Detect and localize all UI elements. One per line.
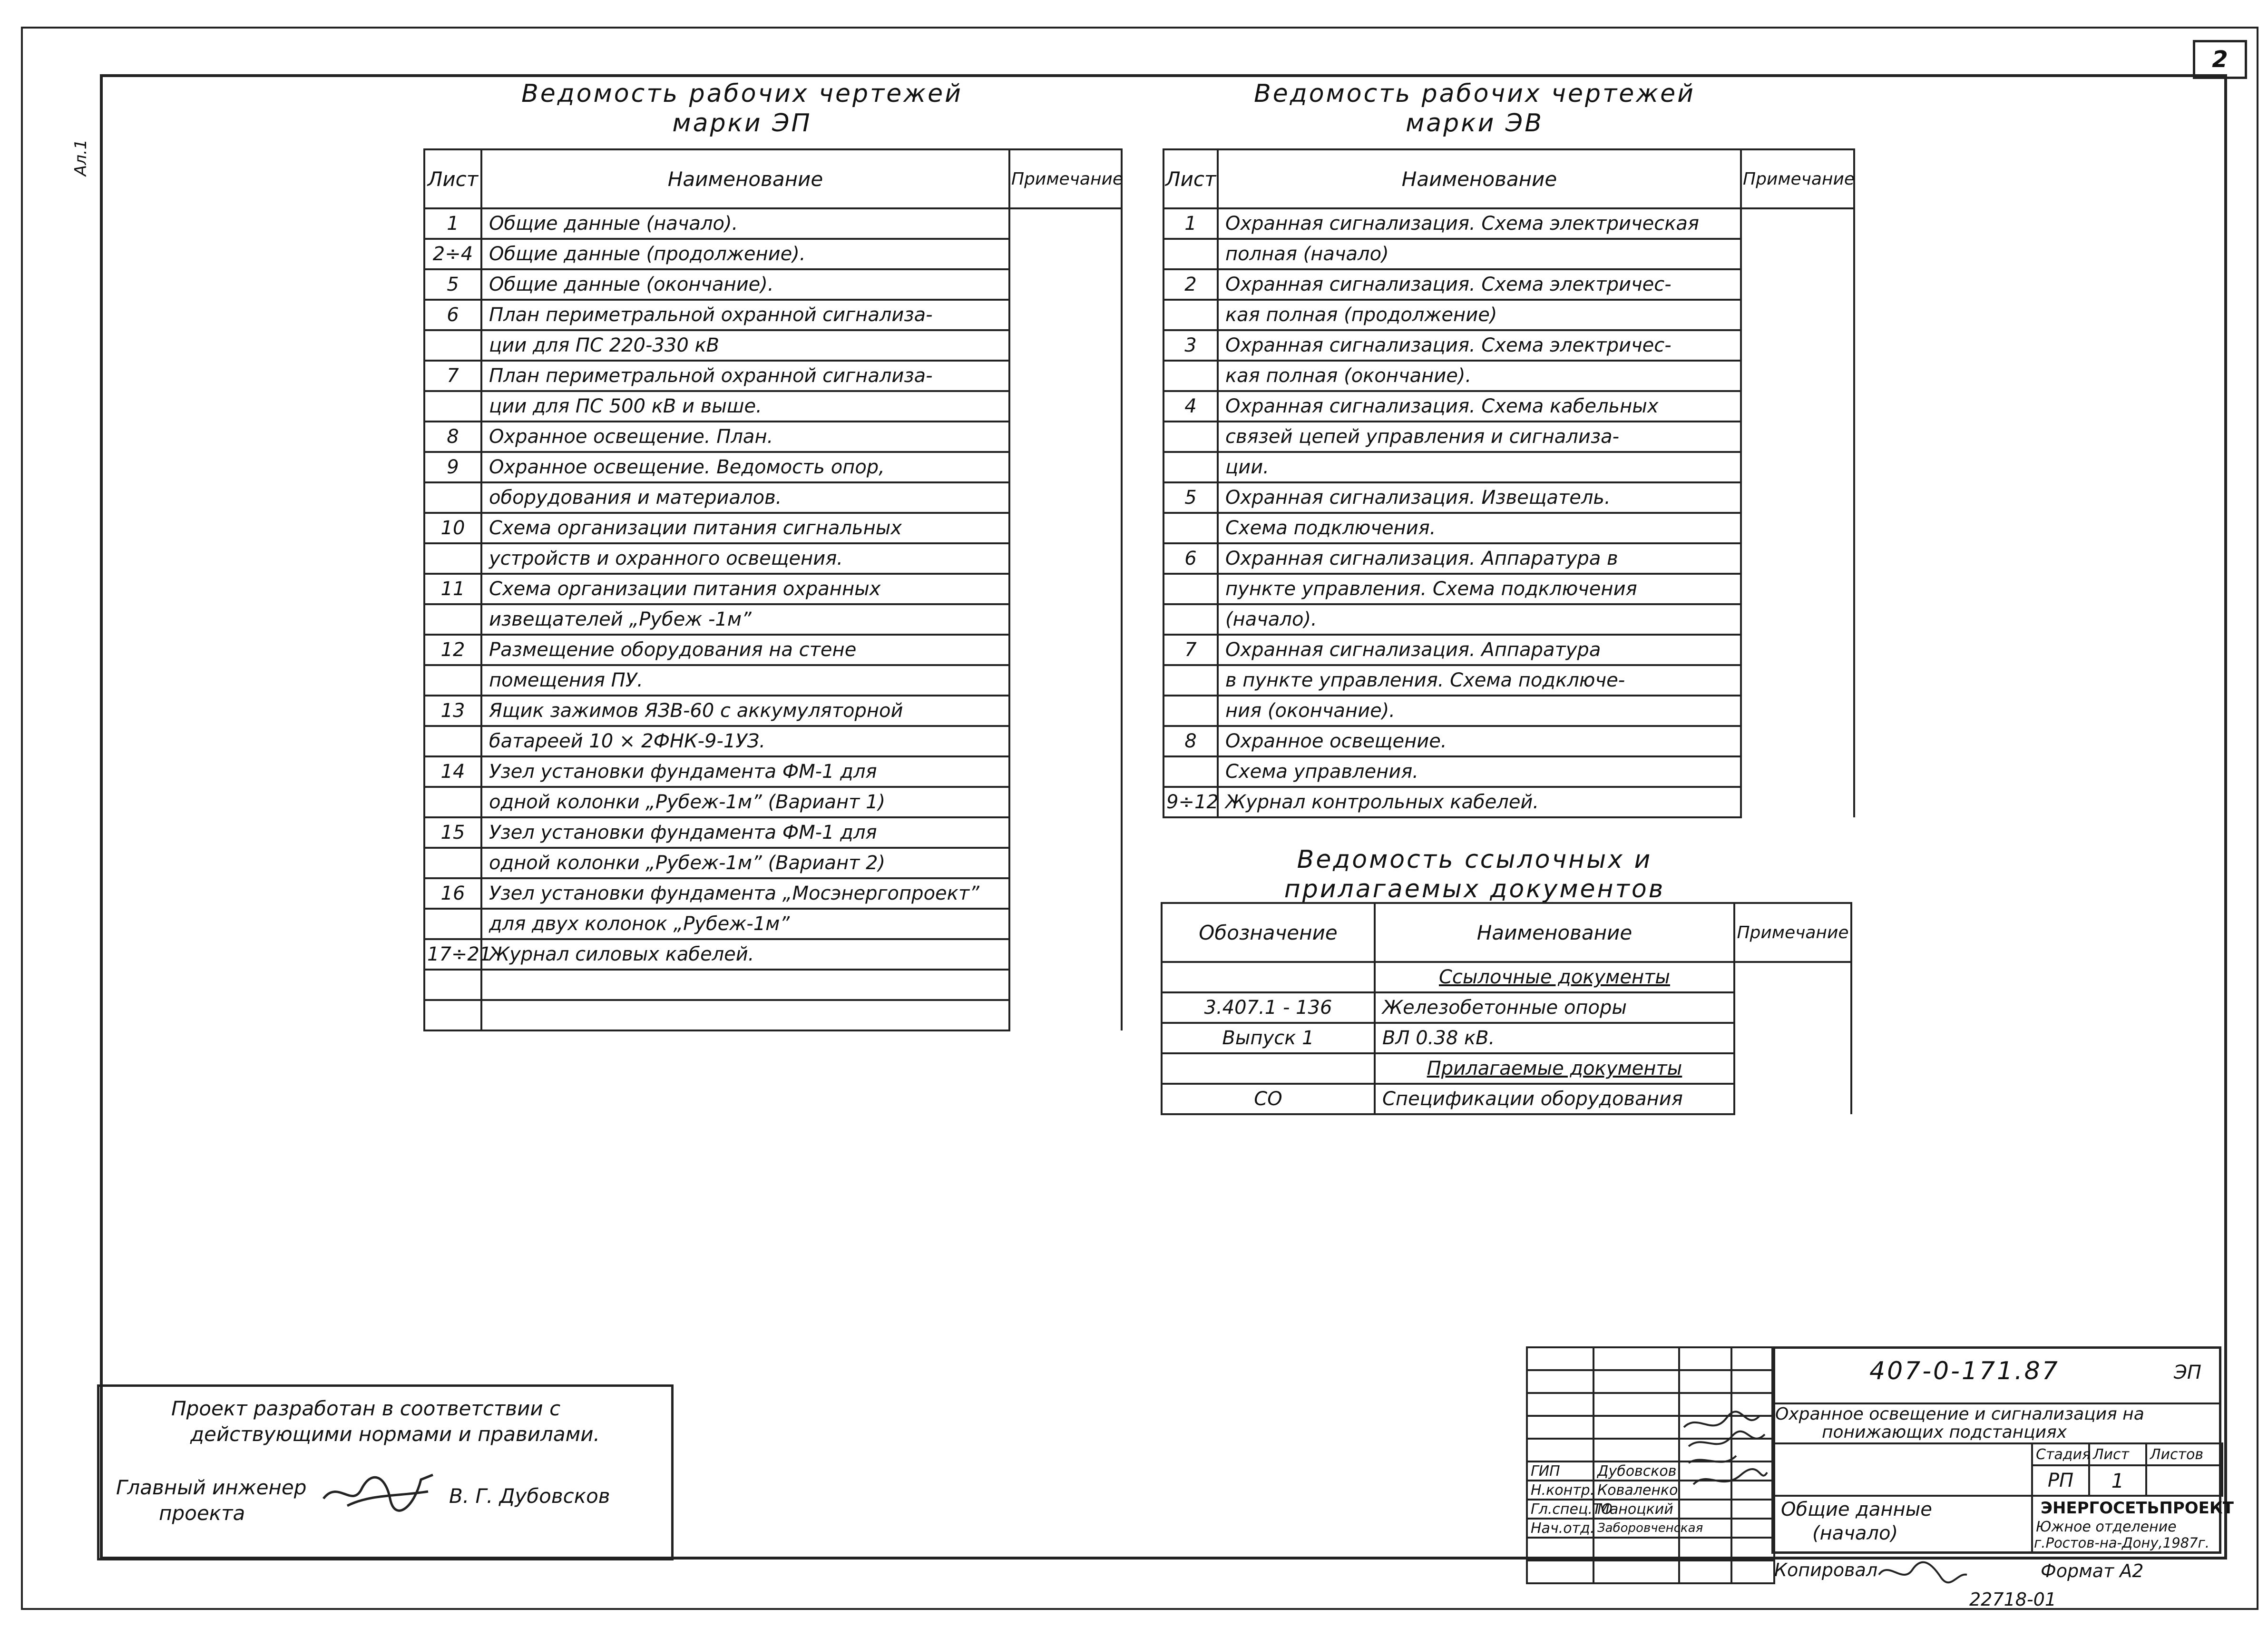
note-cell — [1741, 422, 1854, 452]
note-cell — [1009, 909, 1122, 939]
note-cell — [1741, 269, 1854, 300]
sheet-number-cell: 2÷4 — [424, 239, 481, 269]
table-row — [424, 300, 1122, 330]
sheet-name-cell: Схема подключения. — [1218, 513, 1741, 543]
refs-title — [1189, 845, 1760, 904]
table-row — [424, 269, 1122, 300]
note-cell — [1009, 391, 1122, 422]
note-cell — [1741, 543, 1854, 574]
sheet-number-cell: 5 — [424, 269, 481, 300]
sheet-name-cell: связей цепей управления и сигнализа- — [1218, 422, 1741, 452]
sheet-name-cell: План периметральной охранной сигнализа- — [481, 300, 1009, 330]
sheet-number-cell: 8 — [424, 422, 481, 452]
sheet-name-cell: Охранное освещение. — [1218, 726, 1741, 756]
refs-table — [1161, 902, 1852, 1115]
sheet-name-cell: ции для ПС 500 кВ и выше. — [481, 391, 1009, 422]
note-cell — [1741, 208, 1854, 239]
ep-title-line2: марки ЭП — [672, 109, 812, 137]
col-header-name: Наименование — [1218, 149, 1741, 208]
sheet-name-cell: помещения ПУ. — [481, 665, 1009, 696]
sheet-name-cell — [481, 1000, 1009, 1030]
note-cell — [1734, 1053, 1851, 1084]
table-row — [1163, 726, 1854, 756]
sheet-number-cell: 17÷21 — [424, 939, 481, 970]
sheet-name-cell: оборудования и материалов. — [481, 482, 1009, 513]
note-cell — [1741, 482, 1854, 513]
sheet-number-cell — [1163, 756, 1218, 787]
table-row — [1162, 992, 1851, 1023]
doc-code-cell: СО — [1162, 1084, 1375, 1114]
sheet-number-cell: 5 — [1163, 482, 1218, 513]
sheet-number-cell — [424, 848, 481, 878]
note-cell — [1009, 756, 1122, 787]
sheet-number-cell: 11 — [424, 574, 481, 604]
note-cell — [1734, 962, 1851, 992]
note-cell — [1741, 239, 1854, 269]
table-row — [424, 482, 1122, 513]
stamp-mark: ЭП — [2174, 1362, 2202, 1383]
note-cell — [1009, 604, 1122, 635]
note-cell — [1009, 513, 1122, 543]
stamp-sheet-title-line1: Общие данные — [1781, 1499, 1932, 1520]
note-cell — [1009, 422, 1122, 452]
sheet-name-cell: кая полная (продолжение) — [1218, 300, 1741, 330]
sheet-name-cell: Ящик зажимов ЯЗВ-60 с аккумуляторной — [481, 696, 1009, 726]
ep-title-line1: Ведомость рабочих чертежей — [521, 79, 963, 108]
sheet-name-cell: Узел установки фундамента ФМ-1 для — [481, 756, 1009, 787]
table-row — [424, 817, 1122, 848]
table-row — [1163, 482, 1854, 513]
table-row — [424, 726, 1122, 756]
table-row — [424, 543, 1122, 574]
sheet-number-cell: 4 — [1163, 391, 1218, 422]
stamp-role-row — [1527, 1519, 1774, 1538]
note-cell — [1741, 665, 1854, 696]
sheet-name-cell: батареей 10 × 2ФНК-9-1УЗ. — [481, 726, 1009, 756]
sheet-number-cell: 10 — [424, 513, 481, 543]
note-cell — [1009, 452, 1122, 482]
note-cell — [1734, 1023, 1851, 1053]
sheet-number-cell — [424, 604, 481, 635]
sheet-number-cell — [1163, 665, 1218, 696]
sheet-number-cell — [424, 330, 481, 361]
table-row — [424, 848, 1122, 878]
table-row — [424, 452, 1122, 482]
col-header-sheet: Лист — [1163, 149, 1218, 208]
stage-value: РП — [2032, 1465, 2089, 1496]
section-heading: Ссылочные документы — [1375, 962, 1734, 992]
sheet-number-cell — [424, 391, 481, 422]
table-row — [1163, 300, 1854, 330]
sheet-name-cell: Узел установки фундамента ФМ-1 для — [481, 817, 1009, 848]
note-cell — [1741, 635, 1854, 665]
col-stage: Стадия — [2032, 1443, 2089, 1465]
table-row — [1163, 574, 1854, 604]
sheet-name-cell: Узел установки фундамента „Мосэнергопроект” — [481, 878, 1009, 909]
note-cell — [1009, 574, 1122, 604]
doc-code-cell — [1162, 1053, 1375, 1084]
sheet-number-cell: 2 — [1163, 269, 1218, 300]
sheet-name-cell: Общие данные (начало). — [481, 208, 1009, 239]
sheets-value — [2146, 1465, 2222, 1496]
note-cell — [1741, 787, 1854, 817]
sheet-number-cell — [1163, 300, 1218, 330]
chief-engineer-signature — [319, 1465, 438, 1522]
sheet-name-cell: Охранное освещение. План. — [481, 422, 1009, 452]
table-row — [1163, 391, 1854, 422]
table-row — [424, 361, 1122, 391]
sheet-number-cell — [1163, 574, 1218, 604]
sheet-name-cell: Общие данные (продолжение). — [481, 239, 1009, 269]
section-row — [1162, 1053, 1851, 1084]
sheet-number-cell: 6 — [1163, 543, 1218, 574]
ev-drawings-table — [1163, 148, 1855, 818]
sheet-name-cell: полная (начало) — [1218, 239, 1741, 269]
note-cell — [1009, 361, 1122, 391]
table-row — [1163, 543, 1854, 574]
table-row — [1163, 696, 1854, 726]
sheet-number-cell: 13 — [424, 696, 481, 726]
stamp-doc-code: 407-0-171.87 — [1869, 1357, 2060, 1385]
table-row — [424, 696, 1122, 726]
sheet-name-cell: Размещение оборудования на стене — [481, 635, 1009, 665]
refs-title-line2: прилагаемых документов — [1284, 875, 1665, 903]
sheet-number-cell: 16 — [424, 878, 481, 909]
note-cell — [1734, 992, 1851, 1023]
sheet-number-cell: 3 — [1163, 330, 1218, 361]
sheet-name-cell: в пункте управления. Схема подключе- — [1218, 665, 1741, 696]
sheet-name-cell: ции. — [1218, 452, 1741, 482]
table-row — [1163, 239, 1854, 269]
doc-code-cell: 3.407.1 - 136 — [1162, 992, 1375, 1023]
sheet-number-cell: 14 — [424, 756, 481, 787]
note-cell — [1009, 970, 1122, 1000]
sheet-name-cell: извещателей „Рубеж -1м” — [481, 604, 1009, 635]
sheet-name-cell: Охранная сигнализация. Аппаратура — [1218, 635, 1741, 665]
sheet-number-cell — [1163, 604, 1218, 635]
stamp-org-line1: ЭНЕРГОСЕТЬПРОЕКТ — [2041, 1499, 2234, 1518]
note-cell — [1009, 300, 1122, 330]
sheet-name-cell: Охранная сигнализация. Схема электричес- — [1218, 330, 1741, 361]
refs-table-body — [1162, 962, 1851, 1114]
note-cell — [1009, 726, 1122, 756]
table-row — [424, 1000, 1122, 1030]
ep-drawings-table — [423, 148, 1123, 1031]
table-row — [424, 756, 1122, 787]
note-cell — [1741, 513, 1854, 543]
sheet-number-cell — [424, 543, 481, 574]
sheet-number-cell — [424, 970, 481, 1000]
note-cell — [1741, 361, 1854, 391]
note-cell — [1009, 239, 1122, 269]
stamp-bottom-divider — [2031, 1495, 2033, 1554]
table-row — [1163, 787, 1854, 817]
table-header-row — [424, 149, 1122, 208]
sheet-name-cell: Охранная сигнализация. Извещатель. — [1218, 482, 1741, 513]
sheet-name-cell — [481, 970, 1009, 1000]
note-cell — [1009, 269, 1122, 300]
stamp-role: Гл.спец.ТО — [1527, 1500, 1593, 1519]
table-row — [424, 208, 1122, 239]
sheet-number-cell — [424, 726, 481, 756]
ev-table-body — [1163, 208, 1854, 817]
page-number: 2 — [2212, 46, 2228, 73]
sheet-number-cell: 9÷12 — [1163, 787, 1218, 817]
refs-title-line1: Ведомость ссылочных и — [1297, 845, 1652, 874]
ev-list-title — [1161, 79, 1789, 138]
note-cell — [1734, 1084, 1851, 1114]
table-row — [1162, 1084, 1851, 1114]
stamp-project-line2: понижающих подстанциях — [1822, 1422, 2067, 1442]
note-line2: действующими нормами и правилами. — [190, 1422, 600, 1446]
note-cell — [1009, 848, 1122, 878]
table-row — [1163, 452, 1854, 482]
table-row — [1163, 604, 1854, 635]
sheet-value: 1 — [2089, 1465, 2146, 1496]
stamp-role: ГИП — [1527, 1461, 1593, 1481]
sheet-number-cell: 9 — [424, 452, 481, 482]
note-cell — [1741, 391, 1854, 422]
stamp-org-line2: Южное отделение — [2036, 1519, 2177, 1535]
sheet-number-cell — [1163, 422, 1218, 452]
col-sheet: Лист — [2089, 1443, 2146, 1465]
table-row — [1163, 756, 1854, 787]
stamp-person: Маноцкий — [1593, 1500, 1679, 1519]
stamp-project-line1: Охранное освещение и сигнализация на — [1775, 1404, 2144, 1424]
table-row — [1162, 1023, 1851, 1053]
sheet-name-cell: Схема управления. — [1218, 756, 1741, 787]
col-header-note: Примечание — [1741, 149, 1854, 208]
ev-title-line1: Ведомость рабочих чертежей — [1254, 79, 1695, 108]
table-row — [1163, 208, 1854, 239]
col-header-name: Наименование — [481, 149, 1009, 208]
col-header-note: Примечание — [1734, 903, 1851, 962]
sheet-name-cell: ния (окончание). — [1218, 696, 1741, 726]
table-row — [424, 574, 1122, 604]
sheet-number-cell — [424, 909, 481, 939]
note-cell — [1009, 939, 1122, 970]
sheet-name-cell: Общие данные (окончание). — [481, 269, 1009, 300]
doc-name-cell: Спецификации оборудования — [1375, 1084, 1734, 1114]
sheet-name-cell: Охранная сигнализация. Аппаратура в — [1218, 543, 1741, 574]
sheet-name-cell: устройств и охранного освещения. — [481, 543, 1009, 574]
note-cell — [1741, 726, 1854, 756]
sheet-number-cell: 15 — [424, 817, 481, 848]
table-row — [424, 422, 1122, 452]
doc-code-cell: Выпуск 1 — [1162, 1023, 1375, 1053]
note-role-line2: проекта — [159, 1501, 245, 1525]
table-row — [424, 330, 1122, 361]
sheet-number-cell — [1163, 239, 1218, 269]
note-cell — [1009, 665, 1122, 696]
table-row — [1163, 330, 1854, 361]
sheet-number-cell — [424, 665, 481, 696]
col-header-name: Наименование — [1375, 903, 1734, 962]
note-cell — [1009, 878, 1122, 909]
sheet-name-cell: кая полная (окончание). — [1218, 361, 1741, 391]
doc-name-cell: Железобетонные опоры — [1375, 992, 1734, 1023]
sheet-name-cell: Охранная сигнализация. Схема электричес- — [1218, 269, 1741, 300]
section-row — [1162, 962, 1851, 992]
ev-title-line2: марки ЭВ — [1406, 109, 1544, 137]
stamp-sheet-title-divider — [1771, 1495, 2031, 1497]
footer-copied: Копировал — [1774, 1560, 1878, 1580]
sheet-number-cell — [424, 1000, 481, 1030]
table-row — [424, 665, 1122, 696]
stamp-sheet-title-line2: (начало) — [1812, 1522, 1898, 1544]
table-row — [424, 239, 1122, 269]
note-cell — [1741, 452, 1854, 482]
sheet-number-cell — [1163, 696, 1218, 726]
footer-inv: 22718-01 — [1969, 1589, 2056, 1610]
col-sheets: Листов — [2146, 1443, 2222, 1465]
sheet-name-cell: Схема организации питания охранных — [481, 574, 1009, 604]
sheet-name-cell: Охранная сигнализация. Схема электрическая — [1218, 208, 1741, 239]
note-cell — [1009, 1000, 1122, 1030]
stamp-signatures — [1679, 1408, 1774, 1513]
table-row — [424, 513, 1122, 543]
stamp-person: Заборовченская — [1593, 1519, 1679, 1538]
note-role-line1: Главный инженер — [116, 1476, 307, 1499]
note-cell — [1009, 543, 1122, 574]
sheet-name-cell: Охранное освещение. Ведомость опор, — [481, 452, 1009, 482]
sheet-number-cell: 7 — [424, 361, 481, 391]
note-cell — [1741, 604, 1854, 635]
sheet-name-cell: Журнал силовых кабелей. — [481, 939, 1009, 970]
note-cell — [1009, 817, 1122, 848]
note-cell — [1009, 208, 1122, 239]
copier-signature — [1874, 1556, 1969, 1589]
note-cell — [1009, 330, 1122, 361]
doc-code-cell — [1162, 962, 1375, 992]
section-heading: Прилагаемые документы — [1375, 1053, 1734, 1084]
sheet-name-cell: ции для ПС 220-330 кВ — [481, 330, 1009, 361]
sheet-number-cell: 1 — [424, 208, 481, 239]
side-mark: Ал.1 — [71, 139, 90, 176]
sheet-number-cell: 7 — [1163, 635, 1218, 665]
col-header-sheet: Лист — [424, 149, 481, 208]
note-cell — [1009, 635, 1122, 665]
stamp-role: Н.контр. — [1527, 1481, 1593, 1500]
table-row — [1163, 422, 1854, 452]
note-cell — [1741, 574, 1854, 604]
table-row — [424, 604, 1122, 635]
sheet-name-cell: для двух колонок „Рубеж-1м” — [481, 909, 1009, 939]
footer-format: Формат А2 — [2041, 1560, 2144, 1581]
note-signer: В. Г. Дубовсков — [449, 1484, 610, 1508]
sheet-name-cell: пункте управления. Схема подключения — [1218, 574, 1741, 604]
sheet-name-cell: Журнал контрольных кабелей. — [1218, 787, 1741, 817]
sheet-name-cell: одной колонки „Рубеж-1м” (Вариант 1) — [481, 787, 1009, 817]
sheet-number-cell — [1163, 452, 1218, 482]
table-row — [1163, 361, 1854, 391]
col-header-note: Примечание — [1009, 149, 1122, 208]
sheet-name-cell: Схема организации питания сигнальных — [481, 513, 1009, 543]
stamp-person: Дубовсков — [1593, 1461, 1679, 1481]
col-header-code: Обозначение — [1162, 903, 1375, 962]
table-row — [424, 939, 1122, 970]
note-line1: Проект разработан в соответствии с — [171, 1397, 561, 1420]
sheet-number-cell — [1163, 361, 1218, 391]
stamp-role: Нач.отд. — [1527, 1519, 1593, 1538]
table-row — [424, 970, 1122, 1000]
ep-table-body — [424, 208, 1122, 1030]
sheet-number-cell: 1 — [1163, 208, 1218, 239]
stamp-person: Коваленко — [1593, 1481, 1679, 1500]
note-cell — [1741, 756, 1854, 787]
sheet-name-cell: одной колонки „Рубеж-1м” (Вариант 2) — [481, 848, 1009, 878]
table-header-row — [1163, 149, 1854, 208]
sheet-name-cell: Охранная сигнализация. Схема кабельных — [1218, 391, 1741, 422]
table-row — [424, 909, 1122, 939]
stamp-org-line3: г.Ростов-на-Дону,1987г. — [2034, 1535, 2210, 1551]
sheet-number-cell — [1163, 513, 1218, 543]
table-row — [1163, 665, 1854, 696]
table-header-row — [1162, 903, 1851, 962]
table-row — [424, 878, 1122, 909]
stamp-stage-grid — [2031, 1442, 2223, 1497]
note-cell — [1009, 787, 1122, 817]
doc-name-cell: ВЛ 0.38 кВ. — [1375, 1023, 1734, 1053]
table-row — [1163, 635, 1854, 665]
note-cell — [1741, 330, 1854, 361]
table-row — [424, 391, 1122, 422]
table-row — [424, 787, 1122, 817]
sheet-number-cell — [424, 482, 481, 513]
table-row — [1163, 269, 1854, 300]
note-cell — [1009, 482, 1122, 513]
table-row — [424, 635, 1122, 665]
note-cell — [1741, 696, 1854, 726]
sheet-number-cell — [424, 787, 481, 817]
sheet-name-cell: (начало). — [1218, 604, 1741, 635]
stamp-bottom-line — [2031, 1495, 2221, 1497]
ep-list-title — [428, 79, 1056, 138]
page-number-box — [2193, 40, 2247, 79]
sheet-number-cell: 12 — [424, 635, 481, 665]
sheet-number-cell: 8 — [1163, 726, 1218, 756]
sheet-number-cell: 6 — [424, 300, 481, 330]
note-cell — [1009, 696, 1122, 726]
table-row — [1163, 513, 1854, 543]
note-cell — [1741, 300, 1854, 330]
sheet-name-cell: План периметральной охранной сигнализа- — [481, 361, 1009, 391]
